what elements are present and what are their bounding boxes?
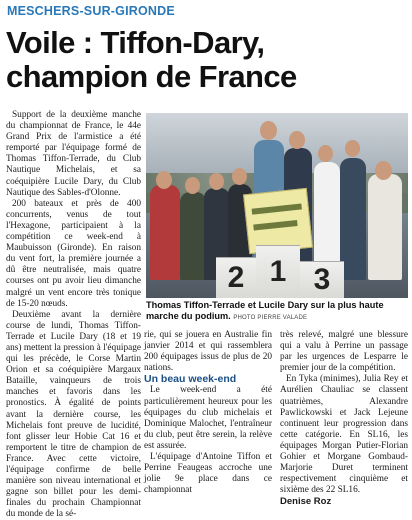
subheading: Un beau week-end	[144, 373, 237, 386]
photo-person-head	[318, 145, 333, 162]
photo-person	[180, 192, 206, 280]
section-kicker: MESCHERS-SUR-GIRONDE	[7, 4, 175, 18]
paragraph: 200 bateaux et près de 400 concurrents, venus de tout l'Hexagone, participaient à la compétition ce week-end à Maubuisson (Gironde). En raison du vent fort, la première journée a dû être neutralisée, mais quatre courses ont pu avoir lieu dimanche malgré un vent encore très tonique de 15-20 nœuds.	[6, 198, 141, 309]
paragraph: Le week-end a été particulièrement heureux pour les équipages du club michelais et Dominique Malochet, l'entraîneur du club, peut être serein, la relève est assurée.	[144, 385, 272, 451]
headline-line-1: Voile : Tiffon-Dary,	[6, 25, 265, 60]
caption-text: Thomas Tiffon-Terrade et Lucile Dary sur la plus haute marche du podium.	[146, 300, 384, 321]
photo-person-head	[375, 161, 392, 180]
podium-step-1: 1	[256, 245, 300, 298]
article-column-3	[280, 330, 408, 508]
paragraph: Deuxième avant la dernière course de lundi, Thomas Tiffon-Terrade et Lucile Dary (18 et 19 ans) mettent la pression à l'équipage qui les précède, le Corse Martin Orion et sa coéquipière Margaux Bataille, vainqueurs de trois manches et favoris dans les pronostics. À égalité de points avant la dernière course, les Michelais font preuve de lucidité, font glisser leur Hobie Cat 16 et remportent le titre de champion de France. Avec cette victoire, l'équipage confirme de belle manière son niveau international et gagne son billet pour les demi-finales du prochain Championnat du monde de la sé-	[6, 309, 141, 520]
podium-step-3: 3	[300, 261, 344, 298]
paragraph: Support de la deuxième manche du championnat de France, le 44e Grand Prix de l'armistice a été remporté par l'équipage formé de Thomas Tiffon-Terrade, du Club Nautique Michelais, et sa coéquipière Lucile Dary, du Club Nautique des Sables-d'Olonne.	[6, 110, 141, 198]
article-column-1	[6, 110, 141, 520]
headline-line-2: champion de France	[6, 59, 297, 94]
photo-person	[150, 185, 180, 280]
photo-person-head	[232, 168, 247, 185]
paragraph: très relevé, malgré une blessure qui a valu à Perrine un passage par les urgences de Lesparre le premier jour de la compétition.	[280, 330, 408, 374]
headline	[6, 26, 406, 94]
photo-person-head	[209, 173, 224, 190]
photo-person-head	[289, 131, 305, 149]
photo-person	[368, 174, 402, 280]
author-byline: Denise Roz	[280, 496, 332, 508]
paragraph: rie, qui se jouera en Australie fin janvier 2014 et qui rassemblera 200 équipages issus de plus de 20 nations.	[144, 330, 272, 374]
podium-step-2: 2	[216, 257, 256, 298]
podium-photo	[146, 113, 408, 298]
article-column-2	[144, 330, 272, 496]
paragraph: En Tyka (minimes), Julia Rey et Aurélien Chauliac se classent quatrièmes, Alexandre Pawlickowski et Jack Lejeune continuent leur progression dans cette catégorie. En SL16, les équipages Morgan Putier-Florian Gohier et Morgane Gombaud-Marjorie Duret terminent respectivement cinquième et sixième des 22 SL16.	[280, 374, 408, 496]
photo-person-head	[185, 177, 200, 194]
photo-caption	[146, 300, 410, 324]
photo-person-head	[345, 140, 360, 157]
photo-credit: PHOTO PIERRE VALADE	[233, 315, 308, 321]
photo-person-head	[260, 121, 277, 140]
photo-person-head	[156, 171, 172, 189]
paragraph: L'équipage d'Antoine Tiffon et Perrine Feaugeas accroche une jolie 9e place dans ce championnat	[144, 452, 272, 496]
